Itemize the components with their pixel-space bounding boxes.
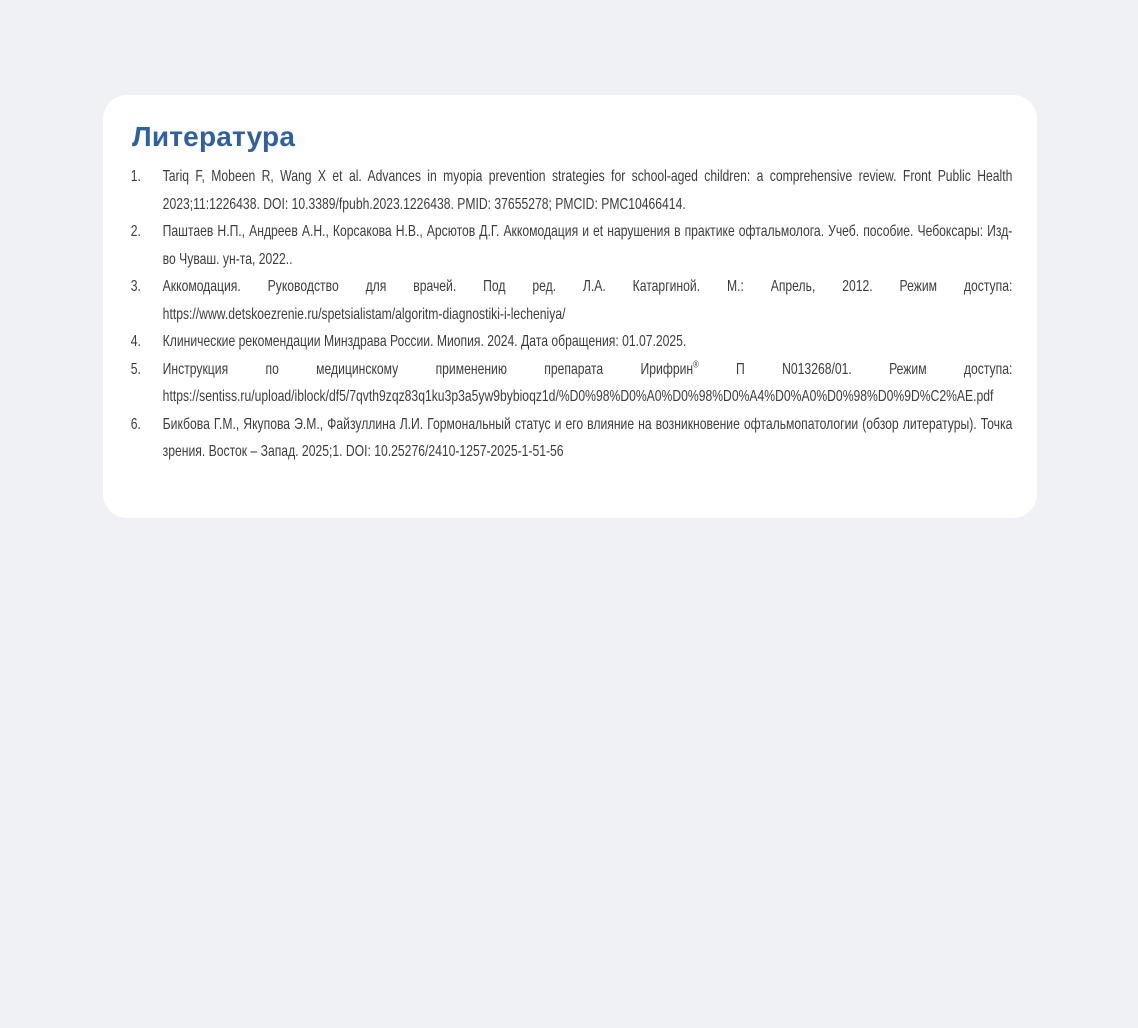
reference-item-4 (130, 328, 1012, 356)
reference-text: Tariq F, Mobeen R, Wang X et al. Advances in myopia prevention strategies for school-aged children: a comprehensive review. Front Public Health 2023;11:1226438. DOI: 10.3389/fpubh.2023.1226438. PMID: 37655278; PMCID: PMC10466414. (162, 168, 1013, 213)
page-title: Литература (132, 121, 296, 152)
references-card (103, 95, 1037, 518)
reference-number: 1. (130, 168, 141, 185)
references-list (130, 163, 1012, 466)
reference-number: 2. (130, 223, 141, 240)
registered-trademark-symbol: ® (693, 359, 699, 371)
reference-item-1 (130, 163, 1012, 218)
reference-url: https://sentiss.ru/upload/iblock/df5/7qvth9zqz83q1ku3p3a5yw9bybioqz1d/%D0%98%D0%A0%D0%98%D0%A4%D0%A0%D0%98%D0%9D%C2%AE.pdf (162, 388, 994, 405)
reference-text: Аккомодация. Руководство для врачей. Под ред. Л.А. Катаргиной. М.: Апрель, 2012. Режим доступа: (162, 278, 1013, 295)
reference-text: Бикбова Г.М., Якупова Э.М., Файзуллина Л.И. Гормональный статус и его влияние на возникновение офтальмопатологии (обзор литературы). Точка зрения. Восток – Запад. 2025;1. DOI: 10.25276/2410-1257-2025-1-51-56 (162, 415, 1013, 460)
reference-text: Инструкция по медицинскому применению препарата Ирифрин (162, 360, 694, 378)
reference-item-2 (130, 218, 1012, 273)
reference-item-5 (130, 356, 1012, 411)
reference-url: https://www.detskoezrenie.ru/spetsialistam/algoritm-diagnostiki-i-lecheniya/ (162, 305, 566, 323)
reference-item-6 (130, 411, 1012, 466)
reference-number: 4. (130, 333, 141, 350)
reference-text: Клинические рекомендации Минздрава России. Миопия. 2024. Дата обращения: 01.07.2025. (162, 333, 687, 350)
reference-text: Паштаев Н.П., Андреев А.Н., Корсакова Н.В., Арсютов Д.Г. Аккомодация и et нарушения в практике офтальмолога. Учеб. пособие. Чебоксары: Изд-во Чуваш. ун-та, 2022.. (162, 223, 1013, 268)
reference-number: 5. (130, 360, 141, 378)
reference-number: 3. (130, 278, 141, 295)
reference-number: 6. (130, 415, 141, 433)
reference-item-3 (130, 273, 1012, 328)
reference-text: П N013268/01. Режим доступа: (698, 360, 1013, 378)
